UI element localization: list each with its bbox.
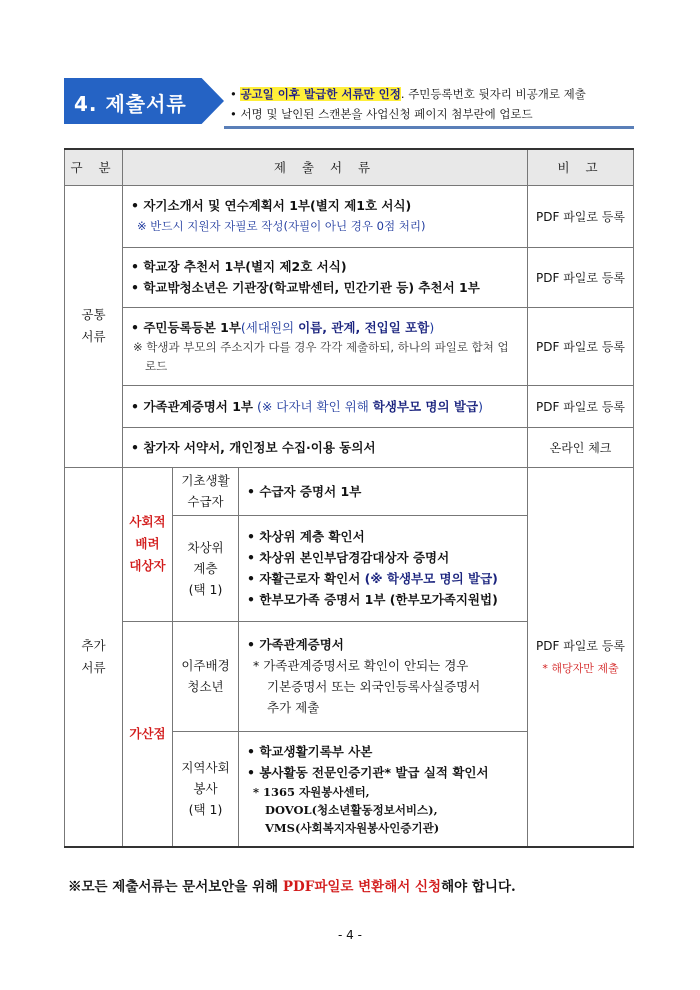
social-label-line: 배려 <box>135 536 160 551</box>
doc-line <box>247 568 519 589</box>
doc-note <box>247 783 519 837</box>
note-2-text: 서명 및 날인된 스캔본을 사업신청 페이지 첨부란에 업로드 <box>240 107 533 121</box>
section-header <box>64 78 634 130</box>
section-note-1: • 공고일 이후 발급한 서류만 인정. 주민등록번호 뒷자리 비공개로 제출 <box>230 87 586 101</box>
doc-line: • 참가자 서약서, 개인정보 수집·이용 동의서 <box>131 439 376 455</box>
footer-highlight: PDF파일로 변환해서 신청 <box>282 879 442 895</box>
category-line: 공통 <box>81 307 106 322</box>
note-line: VMS(사회복지자원봉사인증기관) <box>265 820 440 835</box>
note-line: * 1365 자원봉사센터, <box>253 784 370 799</box>
doc-line: • 가족관계증명서 <box>247 637 344 652</box>
table-row <box>65 385 634 427</box>
doc-line: • 수급자 증명서 1부 <box>247 483 362 499</box>
group-label-line: 차상위 <box>187 539 224 555</box>
doc-line-emph: 학생부모 명의 발급 <box>372 398 479 414</box>
social-label <box>123 467 173 621</box>
doc-cell <box>239 731 528 847</box>
group-label-line: 청소년 <box>187 679 224 694</box>
doc-cell <box>239 621 528 731</box>
group-label-line: 지역사회 <box>181 760 230 776</box>
note-line: 추가 제출 <box>267 700 320 715</box>
doc-line-paren: (세대원의 <box>240 319 299 335</box>
remark-cell: 온라인 체크 <box>528 427 634 467</box>
group-label <box>173 467 239 515</box>
doc-line-paren-close: ) <box>478 398 483 414</box>
footer-suffix: 해야 합니다. <box>441 879 516 895</box>
remark-sub: * 해당자만 제출 <box>542 662 619 676</box>
doc-line-paren-close: ) <box>429 319 435 335</box>
group-label <box>173 731 239 847</box>
doc-line <box>131 396 519 417</box>
doc-line: • 봉사활동 전문인증기관* 발급 실적 확인서 <box>247 764 489 780</box>
doc-line: • 한부모가족 증명서 1부 (한부모가족지원법) <box>247 592 498 607</box>
group-label <box>173 515 239 621</box>
doc-line-emph: 이름, 관계, 전입일 포함 <box>298 319 430 335</box>
remark-cell: PDF 파일로 등록 <box>528 247 634 307</box>
doc-cell <box>123 385 528 427</box>
bonus-label: 가산점 <box>123 621 173 847</box>
social-label-line: 사회적 <box>129 514 166 529</box>
doc-line-main: • 가족관계증명서 1부 <box>131 398 253 414</box>
group-label-line: 기초생활 <box>181 473 230 488</box>
note-line: * 가족관계증명서로 확인이 안되는 경우 <box>253 658 469 673</box>
remark-cell: PDF 파일로 등록 <box>528 185 634 247</box>
page-number: - 4 - <box>338 928 362 942</box>
doc-line-emph: (※ 학생부모 명의 발급) <box>364 571 498 586</box>
group-label <box>173 621 239 731</box>
category-line: 서류 <box>81 329 106 344</box>
remark-cell-extra <box>528 467 634 847</box>
table-row <box>65 247 634 307</box>
social-label-line: 대상자 <box>129 558 166 573</box>
category-common <box>65 185 123 467</box>
category-extra <box>65 467 123 847</box>
table-row <box>65 185 634 247</box>
doc-line: • 자기소개서 및 연수계획서 1부(별지 제1호 서식) <box>131 198 412 213</box>
doc-cell <box>123 307 528 385</box>
doc-note: ※ 반드시 지원자 자필로 작성(자필이 아닌 경우 0점 처리) <box>137 219 426 233</box>
doc-line: • 학교생활기록부 사본 <box>247 743 373 759</box>
doc-line: • 차상위 본인부담경감대상자 증명서 <box>247 550 450 565</box>
table-row <box>65 467 634 515</box>
group-label-line: 수급자 <box>187 494 224 509</box>
doc-line <box>131 317 519 338</box>
doc-line-main: • 자활근로자 확인서 <box>247 571 365 586</box>
category-line: 추가 <box>81 637 106 653</box>
remark-cell: PDF 파일로 등록 <box>528 385 634 427</box>
note-line: DOVOL(청소년활동정보서비스), <box>265 802 438 817</box>
header-documents: 제 출 서 류 <box>123 149 528 185</box>
category-line: 서류 <box>81 659 106 675</box>
footer-prefix: ※모든 제출서류는 문서보안을 위해 <box>68 879 283 895</box>
doc-cell <box>123 247 528 307</box>
remark-cell: PDF 파일로 등록 <box>528 307 634 385</box>
doc-line-main: • 주민등록등본 1부 <box>131 319 241 335</box>
remark-main: PDF 파일로 등록 <box>536 639 625 654</box>
doc-cell <box>239 515 528 621</box>
note-highlight: 공고일 이후 발급한 서류만 인정 <box>240 87 401 101</box>
note-line: 기본증명서 또는 외국인등록사실증명서 <box>267 679 481 694</box>
header-category: 구 분 <box>65 149 123 185</box>
doc-cell <box>239 467 528 515</box>
note-rest: . 주민등록번호 뒷자리 비공개로 제출 <box>400 87 586 101</box>
doc-note: ※ 학생과 부모의 주소지가 다를 경우 각각 제출하되, 하나의 파일로 합쳐 업로드 <box>133 339 509 373</box>
doc-cell <box>123 185 528 247</box>
section-note-2: • 서명 및 날인된 스캔본을 사업신청 페이지 첨부란에 업로드 <box>230 107 533 121</box>
doc-note <box>247 655 519 718</box>
footer-note <box>68 875 516 895</box>
header-remark: 비 고 <box>528 149 634 185</box>
section-rule <box>224 126 634 129</box>
group-label-line: (택 1) <box>188 802 223 818</box>
table-row <box>65 307 634 385</box>
doc-line: • 차상위 계층 확인서 <box>247 529 365 544</box>
table-header-row <box>65 149 634 185</box>
group-label-line: 봉사 <box>193 781 218 797</box>
group-label-line: 이주배경 <box>181 658 230 673</box>
doc-line-paren: (※ 다자녀 확인 위해 <box>253 398 373 414</box>
doc-line: • 학교장 추천서 1부(별지 제2호 서식) <box>131 259 347 274</box>
group-label-line: 계층 <box>193 560 218 576</box>
table-row <box>65 427 634 467</box>
section-notes <box>230 84 586 124</box>
section-title: 4. 제출서류 <box>74 92 187 116</box>
group-label-line: (택 1) <box>188 581 223 597</box>
documents-table <box>64 148 634 848</box>
doc-line: • 학교밖청소년은 기관장(학교밖센터, 민간기관 등) 추천서 1부 <box>131 280 480 295</box>
doc-cell <box>123 427 528 467</box>
